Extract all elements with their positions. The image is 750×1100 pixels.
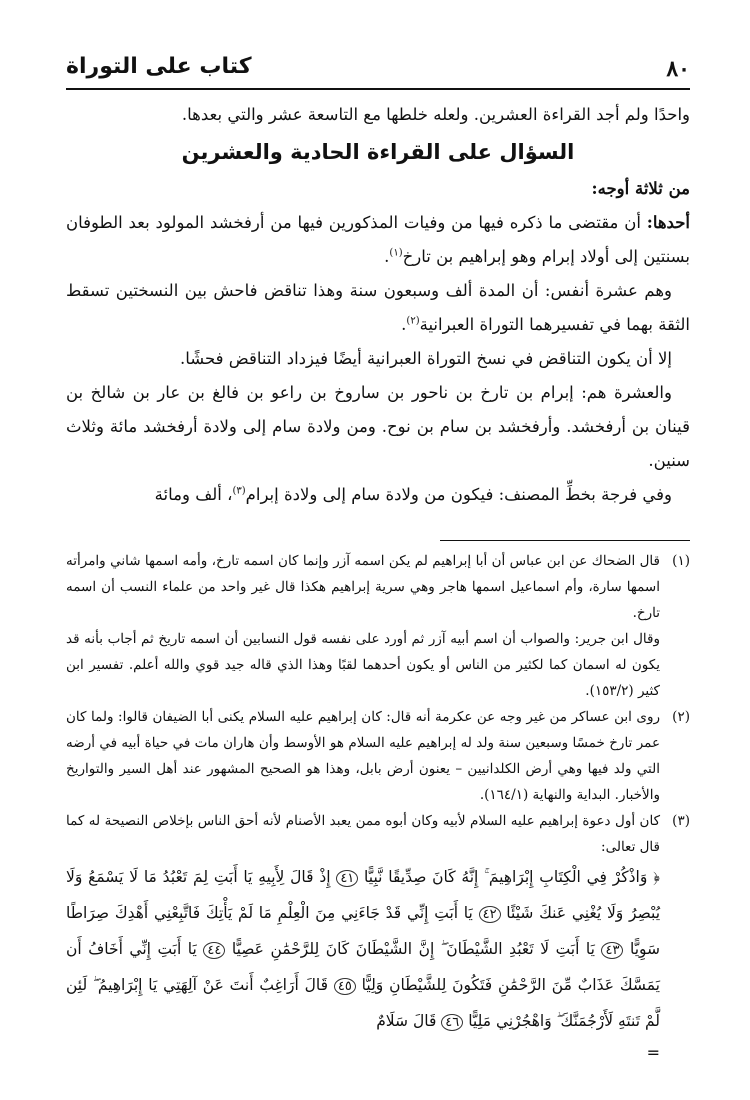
continuation-sign: = — [646, 1043, 660, 1062]
intro-paragraph — [66, 98, 690, 132]
verse-marker-44: ٤٤ — [203, 942, 225, 959]
section-heading: السؤال على القراءة الحادية والعشرين — [181, 140, 575, 164]
footnote-2-mark: (٢) — [672, 709, 690, 725]
footnote-1-continuation: وقال ابن جرير: والصواب أن اسم أبيه آزر ثم أورد على نفسه قول النسابين أن اسمه تاريخ ثم أجاب بأنه قد يكون له اسمان كما لكثير من الناس أو يكون أحدهما لقبًا وهذا الذي قاله جيد قوي والله أعلم. تفسير ابن كثير (١٥٣/٢). — [66, 631, 660, 699]
footnote-3-text: كان أول دعوة إبراهيم عليه السلام لأبيه وكان أبوه ممن يعبد الأصنام لأنه أحق الناس بإخلاص النصيحة له كما قال تعالى: — [66, 813, 660, 855]
quran-part-d: يَا أَبَتِ لَا تَعْبُدِ الشَّيْطَانَ ۖ إِنَّ الشَّيْطَانَ كَانَ لِلرَّحْمَٰنِ عَصِيًّا — [225, 940, 602, 958]
paragraph-third — [66, 342, 690, 376]
fifth-text: وفي فرجة بخطِّ المصنف: فيكون من ولادة سام إلى ولادة إبرام — [245, 485, 672, 504]
footnote-ref-2[interactable]: (٢) — [406, 315, 420, 327]
verse-marker-41: ٤١ — [336, 870, 358, 887]
paragraph-fifth — [66, 478, 690, 512]
footnote-1-text: قال الضحاك عن ابن عباس أن أبا إبراهيم لم يكن اسمه آزر وإنما كان اسمه تارخ، وأمه اسمها شاني وامرأته اسمها سارة، وأم اسماعيل اسمها هاجر وهي سرية إبراهيم هكذا قال غير واحد من علماء النسب أن اسمه تارخ. — [66, 553, 660, 621]
footnote-3-mark: (٣) — [672, 813, 690, 829]
verse-marker-43: ٤٣ — [601, 942, 623, 959]
footnote-1 — [66, 548, 690, 626]
quran-part-f: قَالَ أَرَاغِبٌ أَنتَ عَنْ آلِهَتِي يَا إِبْرَاهِيمُ ۖ لَئِن لَّمْ تَنتَهِ لَأَرْجُمَنَّكَ ۖ وَاهْجُرْنِي مَلِيًّا — [66, 976, 660, 1030]
footnotes — [66, 548, 690, 1067]
footnote-2 — [66, 704, 690, 808]
quran-part-b: إِذْ قَالَ لِأَبِيهِ يَا أَبَتِ لِمَ تَعْبُدُ مَا لَا يَسْمَعُ وَلَا يُبْصِرُ وَلَا يُغْنِي عَنكَ شَيْئًا — [66, 868, 661, 922]
second-end: . — [401, 315, 407, 334]
footnote-1-mark: (١) — [672, 553, 690, 569]
footnote-2-text: روى ابن عساكر من غير وجه عن عكرمة أنه قال: كان إبراهيم عليه السلام يكنى أبا الضيفان قالوا: ولما كان عمر تارخ خمسًا وسبعين سنة ولد له إبراهيم عليه السلام هو الأوسط وأن هاران مات في حياة أبيه في أرضه التي ولد فيها وهي أرض الكلدانيين – يعنون أرض بابل، وهذا هو الصحيح المشهور عند أهل السير والتواريخ والأخبار. البداية والنهاية (١٦٤/١). — [66, 709, 660, 803]
quran-part-c: يَا أَبَتِ إِنِّي قَدْ جَاءَنِي مِنَ الْعِلْمِ مَا لَمْ يَأْتِكَ فَاتَّبِعْنِي أَهْدِكَ صِرَاطًا سَوِيًّا — [66, 904, 660, 958]
page-number: ٨٠ — [666, 56, 690, 82]
fourth-text: والعشرة هم: إبرام بن تارخ بن ناحور بن ساروخ بن راعو بن فالغ بن عار بن شالخ بن قينان بن أرفخشد. وأرفخشد بن سام بن نوح. ومن ولادة سام إلى ولادة أرفخشد مائة وثلاث سنين. — [66, 383, 690, 470]
continuation-mark — [66, 1040, 660, 1067]
first-end: . — [384, 247, 390, 266]
paragraph-first — [66, 206, 690, 274]
quran-part-a: ﴿ وَاذْكُرْ فِي الْكِتَابِ إِبْرَاهِيمَ ۚ إِنَّهُ كَانَ صِدِّيقًا نَّبِيًّا — [358, 868, 660, 886]
third-text: إلا أن يكون التناقض في نسخ التوراة العبرانية أيضًا فيزداد التناقض فحشًا. — [180, 349, 672, 368]
verse-marker-42: ٤٢ — [479, 906, 501, 923]
paragraph-second — [66, 274, 690, 342]
quran-quote — [66, 860, 660, 1040]
page-header — [66, 52, 690, 88]
main-text — [66, 98, 690, 512]
second-text: وهم عشرة أنفس: أن المدة ألف وسبعون سنة وهذا تناقض فاحش بين النسختين تسقط الثقة بهما في تفسيرهما التوراة العبرانية — [66, 281, 690, 334]
verse-marker-46: ٤٦ — [441, 1014, 463, 1031]
from-three-aspects: من ثلاثة أوجه: — [591, 179, 690, 198]
footnote-ref-3[interactable]: (٣) — [232, 485, 246, 497]
first-text: أن مقتضى ما ذكره فيها من وفيات المذكورين فيها من أرفخشد المولود بعد الطوفان بسنتين إلى أولاد إبرام وهو إبراهيم بن تارخ — [66, 213, 690, 266]
quran-part-g: قَالَ سَلَامٌ — [376, 1012, 442, 1030]
footnote-3 — [66, 808, 690, 860]
footnote-separator — [440, 540, 690, 541]
fifth-end: ، ألف ومائة — [154, 485, 233, 504]
quran-part-e: يَا أَبَتِ إِنِّي أَخَافُ أَن يَمَسَّكَ عَذَابٌ مِّنَ الرَّحْمَٰنِ فَتَكُونَ لِلشَّيْطَانِ وَلِيًّا — [66, 940, 660, 994]
header-rule — [66, 88, 690, 90]
intro-text: واحدًا ولم أجد القراءة العشرين. ولعله خلطها مع التاسعة عشر والتي بعدها. — [181, 105, 690, 124]
first-lead: أحدها: — [646, 213, 690, 232]
footnote-ref-1[interactable]: (١) — [389, 247, 403, 259]
paragraph-fourth — [66, 376, 690, 478]
verse-marker-45: ٤٥ — [334, 978, 356, 995]
running-title: كتاب على التوراة — [66, 54, 252, 79]
